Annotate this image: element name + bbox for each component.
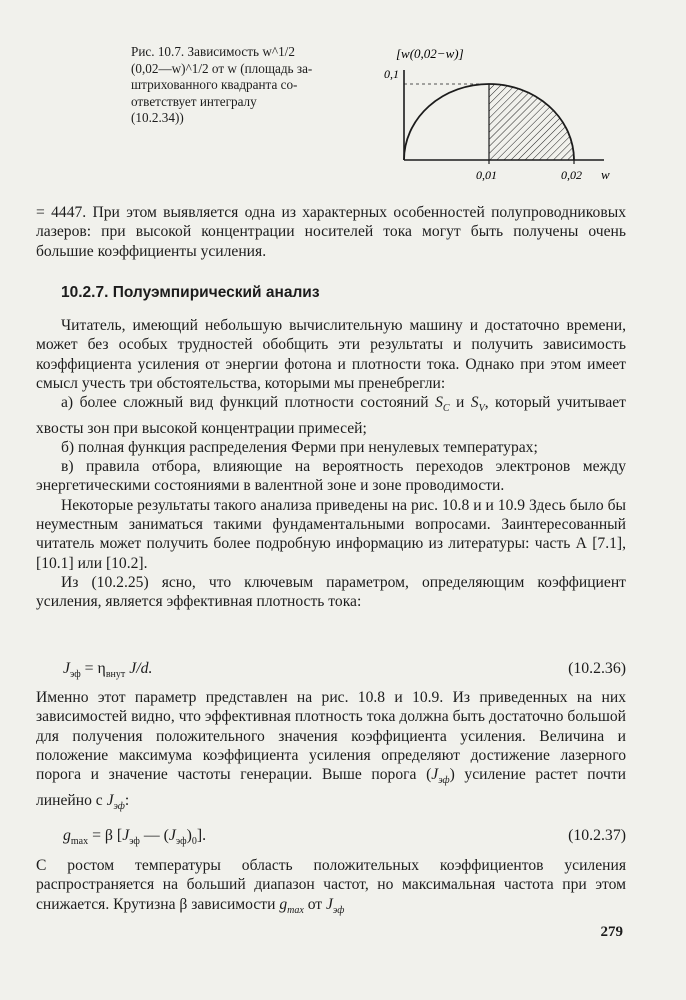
- paragraph: = 4447. При этом выявляется одна из характерных особенностей полупроводниковых лазеров: при высокой концентрации носителей тока могут быть получены очень большие коэффициенты усиления.: [36, 204, 626, 260]
- math-symbol: J: [326, 895, 333, 913]
- math-operator: =: [80, 660, 98, 677]
- math-expression: J/d.: [125, 660, 153, 677]
- paragraph: [36, 688, 626, 816]
- math-symbol: η: [97, 660, 106, 677]
- text-block-top: [36, 203, 626, 261]
- paragraph-text: от: [303, 895, 326, 913]
- math-subscript: эф: [113, 800, 125, 812]
- caption-line: (0,02—w)^1/2 от w (площадь за-: [131, 60, 313, 76]
- text-block-bottom: [36, 856, 626, 920]
- equation-number: (10.2.37): [568, 827, 626, 844]
- math-subscript: эф: [129, 836, 140, 848]
- math-symbol: S: [435, 394, 443, 412]
- math-subscript: эф: [175, 836, 187, 848]
- math-symbol: J: [106, 791, 114, 809]
- math-symbol: g: [63, 827, 71, 844]
- math-g: [279, 895, 304, 916]
- math-j: [326, 895, 345, 916]
- y-axis-label: [w(0,02−w)]: [396, 46, 464, 61]
- math-operator: — (: [139, 827, 169, 844]
- hatched-quadrant: [489, 84, 574, 160]
- math-operator: = β [: [88, 827, 123, 844]
- math-symbol: J: [63, 660, 71, 677]
- math-operator: ): [186, 827, 192, 844]
- math-symbol: g: [279, 895, 288, 913]
- page-number: 279: [600, 924, 623, 940]
- math-symbol: J: [168, 827, 176, 844]
- list-item: б) полная функция распределения Ферми при ненулевых температурах;: [61, 438, 538, 456]
- math-subscript: 0: [191, 836, 197, 848]
- paragraph-text: С ростом температуры область положительных коэффициентов усиления распространяется на больший диапазон частот, но максимальная частота при этом снижается. Крутизна β зависимости: [36, 857, 626, 913]
- paragraph: [36, 856, 626, 920]
- section-heading: 10.2.7. Полуэмпирический анализ: [61, 284, 320, 301]
- math-symbol: S: [470, 394, 479, 412]
- math-subscript: V: [478, 403, 485, 415]
- math-subscript: эф: [70, 669, 81, 681]
- math-j: [431, 766, 450, 787]
- x-tick-label: 0,02: [561, 168, 582, 182]
- caption-line: (10.2.34)): [131, 110, 184, 126]
- equation-10-2-37: [36, 827, 626, 849]
- math-subscript: эф: [438, 775, 450, 787]
- item-text: а) более сложный вид функций плотности состояний: [61, 394, 436, 412]
- item-text: и: [449, 394, 471, 412]
- text-block-main: [36, 316, 626, 612]
- list-item: в) правила отбора, влияющие на вероятность переходов электронов между энергетическими состояниями в валентной зоне и зоне проводимости.: [36, 458, 626, 495]
- x-axis-label: w: [601, 167, 610, 182]
- text-block-middle: [36, 688, 626, 816]
- math-symbol: J: [122, 827, 130, 844]
- equation-10-2-36: [36, 660, 626, 682]
- paragraph-text: Именно этот параметр представлен на рис. 10.8 и 10.9. Из приведенных на них зависимостей видно, что эффективная плотность тока должна быть достаточно большой для получения положительного значения коэффициента усиления. Величина и положение максимума коэффициента усиления определяют достижение лазерного порога и значение частоты генерации. Выше порога (: [36, 689, 626, 784]
- equation-body: [63, 660, 152, 680]
- list-item: [36, 393, 626, 438]
- math-symbol: J: [431, 766, 439, 784]
- caption-line: Рис. 10.7. Зависимость w^1/2: [131, 44, 295, 59]
- item-text: , который учитывает хвосты зон при высокой концентрации примесей;: [36, 394, 626, 437]
- equation-body: [63, 827, 206, 847]
- figure-plot: [376, 40, 616, 190]
- math-subscript: max: [70, 836, 89, 848]
- figure-caption: [131, 44, 359, 127]
- math-sv: [470, 394, 485, 415]
- paragraph: Из (10.2.25) ясно, что ключевым параметром, определяющим коэффициент усиления, является эффективная плотность тока:: [36, 573, 626, 611]
- math-subscript: C: [442, 403, 450, 415]
- paragraph-text: :: [124, 791, 130, 809]
- math-operator: ].: [196, 827, 207, 844]
- y-tick-label: 0,1: [384, 67, 399, 81]
- paragraph: Некоторые результаты такого анализа приведены на рис. 10.8 и и 10.9 Здесь было бы неуместным заниматься такими фундаментальными вопросами. Заинтересованный читатель может получить более подробную информацию из литературы: часть А [7.1], [10.1] или [10.2].: [36, 496, 626, 572]
- math-subscript: внут: [105, 669, 126, 681]
- paragraph-text: ) усиление растет почти линейно с: [36, 766, 626, 809]
- caption-line: ответствует интегралу: [131, 93, 257, 109]
- paragraph: Читатель, имеющий небольшую вычислительную машину и достаточно времени, может без особых трудностей обобщить эти результаты и получить зависимость коэффициента усиления от энергии фотона и плотности тока. Однако при этом имеет смысл учесть три обстоятельства, которыми мы пренебрегли:: [36, 317, 626, 392]
- caption-line: штрихованного квадранта со-: [131, 77, 298, 93]
- math-j: [106, 791, 125, 812]
- equation-number: (10.2.36): [568, 660, 626, 677]
- x-tick-label: 0,01: [476, 168, 497, 182]
- math-sc: [435, 394, 450, 415]
- math-subscript: эф: [332, 904, 345, 916]
- math-subscript: max: [287, 904, 304, 916]
